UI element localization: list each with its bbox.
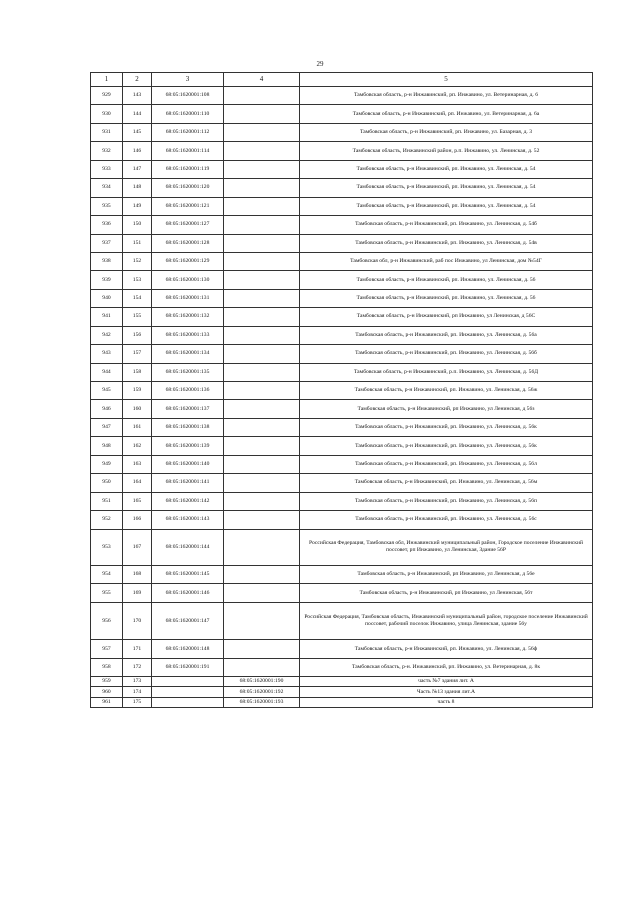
parent-cadastral-cell [224, 363, 300, 381]
parent-cadastral-cell [224, 179, 300, 197]
row-number-cell: 939 [91, 271, 123, 289]
parent-cadastral-cell [224, 640, 300, 658]
row-number-cell: 961 [91, 697, 123, 707]
address-cell: Тамбовская область, р-н Инжавинский, рп. Инжавино, ул. Базарная, д. 3 [300, 123, 593, 141]
cadastral-number-cell: 68:05:1620001:138 [152, 418, 224, 436]
table-row [91, 179, 593, 197]
item-number-cell: 145 [123, 123, 152, 141]
parent-cadastral-cell [224, 529, 300, 566]
row-number-cell: 957 [91, 640, 123, 658]
address-cell: Тамбовская область, р-н Инжавинский, рп. Инжавино, ул. Ленинская, д. 56к [300, 437, 593, 455]
parent-cadastral-cell: 68:05:1620001:190 [224, 677, 300, 687]
item-number-cell: 152 [123, 252, 152, 270]
cadastral-number-cell: 68:05:1620001:145 [152, 566, 224, 584]
table-row [91, 234, 593, 252]
table-row [91, 529, 593, 566]
address-cell: Часть №13 здания лит.А [300, 687, 593, 697]
row-number-cell: 958 [91, 658, 123, 676]
column-header: 3 [152, 73, 224, 87]
item-number-cell: 147 [123, 160, 152, 178]
row-number-cell: 947 [91, 418, 123, 436]
parent-cadastral-cell [224, 455, 300, 473]
cadastral-number-cell: 68:05:1620001:140 [152, 455, 224, 473]
cadastral-number-cell: 68:05:1620001:143 [152, 511, 224, 529]
cadastral-number-cell: 68:05:1620001:141 [152, 474, 224, 492]
parent-cadastral-cell [224, 252, 300, 270]
table-row [91, 271, 593, 289]
row-number-cell: 933 [91, 160, 123, 178]
row-number-cell: 938 [91, 252, 123, 270]
item-number-cell: 144 [123, 105, 152, 123]
table-row [91, 400, 593, 418]
address-cell: Тамбовская область, р-н Инжавинский, рп Инжавино, ул Ленинская, д 56С [300, 308, 593, 326]
address-cell: Российская Федерация, Тамбовская область, Инжавинский муниципальный район, городское поселение Инжавинский поссовет, рабочий поселок Инжавино, улица Ленинская, здание 56у [300, 602, 593, 640]
parent-cadastral-cell [224, 492, 300, 510]
table-row [91, 123, 593, 141]
table-row [91, 308, 593, 326]
table-row [91, 640, 593, 658]
cadastral-number-cell: 68:05:1620001:147 [152, 602, 224, 640]
address-cell: Тамбовская область, р-н Инжавинский, рп. Инжавино, ул. Ленинская, д. 56ж [300, 382, 593, 400]
cadastral-number-cell: 68:05:1620001:108 [152, 87, 224, 105]
item-number-cell: 165 [123, 492, 152, 510]
row-number-cell: 931 [91, 123, 123, 141]
column-header: 4 [224, 73, 300, 87]
cadastral-number-cell: 68:05:1620001:127 [152, 216, 224, 234]
parent-cadastral-cell [224, 345, 300, 363]
row-number-cell: 946 [91, 400, 123, 418]
address-cell: Тамбовская область, р-н Инжавинский, рп Инжавино, ул Ленинская, 56т [300, 584, 593, 602]
table-row [91, 142, 593, 160]
table-row [91, 382, 593, 400]
table-row [91, 437, 593, 455]
address-cell: Тамбовская область, р-н Инжавинский, рп. Инжавино, ул. Ветеринарная, д. 6 [300, 87, 593, 105]
item-number-cell: 146 [123, 142, 152, 160]
row-number-cell: 929 [91, 87, 123, 105]
row-number-cell: 954 [91, 566, 123, 584]
item-number-cell: 166 [123, 511, 152, 529]
table-row [91, 252, 593, 270]
table-body [91, 87, 593, 708]
table-row [91, 345, 593, 363]
item-number-cell: 168 [123, 566, 152, 584]
parent-cadastral-cell: 68:05:1620001:193 [224, 697, 300, 707]
table-row [91, 658, 593, 676]
item-number-cell: 148 [123, 179, 152, 197]
row-number-cell: 935 [91, 197, 123, 215]
row-number-cell: 934 [91, 179, 123, 197]
parent-cadastral-cell [224, 474, 300, 492]
parent-cadastral-cell [224, 289, 300, 307]
cadastral-number-cell: 68:05:1620001:132 [152, 308, 224, 326]
cadastral-number-cell: 68:05:1620001:112 [152, 123, 224, 141]
address-cell: часть 8 [300, 697, 593, 707]
row-number-cell: 937 [91, 234, 123, 252]
table-row [91, 677, 593, 687]
cadastral-number-cell: 68:05:1620001:131 [152, 289, 224, 307]
cadastral-number-cell: 68:05:1620001:142 [152, 492, 224, 510]
parent-cadastral-cell [224, 566, 300, 584]
item-number-cell: 160 [123, 400, 152, 418]
item-number-cell: 153 [123, 271, 152, 289]
address-cell: часть №7 здания лит. А [300, 677, 593, 687]
column-header: 2 [123, 73, 152, 87]
item-number-cell: 150 [123, 216, 152, 234]
table-row [91, 418, 593, 436]
cadastral-number-cell [152, 687, 224, 697]
address-cell: Тамбовская область, р-н Инжавинский, рп. Инжавино, ул. Ленинская, д. 56а [300, 326, 593, 344]
address-cell: Тамбовская область, р-н Инжавинский, рп. Инжавино, ул. Ленинская, д. 56м [300, 474, 593, 492]
address-cell: Тамбовская область, р-н Инжавинский, рп. Инжавино, ул. Ленинская, д. 56л [300, 455, 593, 473]
column-header: 5 [300, 73, 593, 87]
address-cell: Тамбовская область, р-н Инжавинский, рп. Инжавино, ул. Ленинская, д. 56ф [300, 640, 593, 658]
parent-cadastral-cell [224, 511, 300, 529]
address-cell: Тамбовская область, р-н Инжавинский, рп. Инжавино, ул. Ленинская, д. 56к [300, 418, 593, 436]
cadastral-number-cell: 68:05:1620001:135 [152, 363, 224, 381]
row-number-cell: 953 [91, 529, 123, 566]
parent-cadastral-cell [224, 400, 300, 418]
address-cell: Тамбовская область, р-н Инжавинский, рп. Инжавино, ул. Ленинская, д. 54 [300, 179, 593, 197]
cadastral-number-cell: 68:05:1620001:137 [152, 400, 224, 418]
parent-cadastral-cell [224, 418, 300, 436]
parent-cadastral-cell [224, 216, 300, 234]
address-cell: Тамбовская область, р-н. Инжавинский, рп. Инжавино, ул. Ветеринарная, д. 8к [300, 658, 593, 676]
row-number-cell: 949 [91, 455, 123, 473]
parent-cadastral-cell [224, 382, 300, 400]
address-cell: Российская Федерация, Тамбовская обл, Инжавинский муниципальный район, Городское поселение Инжавинский поссовет, рп Инжавино, ул Ленинская, Здание 56Р [300, 529, 593, 566]
item-number-cell: 157 [123, 345, 152, 363]
item-number-cell: 143 [123, 87, 152, 105]
parent-cadastral-cell [224, 142, 300, 160]
item-number-cell: 158 [123, 363, 152, 381]
item-number-cell: 164 [123, 474, 152, 492]
column-header: 1 [91, 73, 123, 87]
parent-cadastral-cell [224, 87, 300, 105]
cadastral-number-cell: 68:05:1620001:130 [152, 271, 224, 289]
row-number-cell: 943 [91, 345, 123, 363]
item-number-cell: 161 [123, 418, 152, 436]
parent-cadastral-cell [224, 105, 300, 123]
parent-cadastral-cell [224, 271, 300, 289]
table-row [91, 197, 593, 215]
cadastral-number-cell: 68:05:1620001:128 [152, 234, 224, 252]
registry-table [90, 72, 593, 708]
row-number-cell: 932 [91, 142, 123, 160]
item-number-cell: 154 [123, 289, 152, 307]
table-row [91, 363, 593, 381]
table-row [91, 160, 593, 178]
table-row [91, 566, 593, 584]
item-number-cell: 149 [123, 197, 152, 215]
cadastral-number-cell [152, 677, 224, 687]
item-number-cell: 162 [123, 437, 152, 455]
cadastral-number-cell: 68:05:1620001:139 [152, 437, 224, 455]
row-number-cell: 959 [91, 677, 123, 687]
item-number-cell: 156 [123, 326, 152, 344]
cadastral-number-cell: 68:05:1620001:133 [152, 326, 224, 344]
row-number-cell: 942 [91, 326, 123, 344]
table-row [91, 602, 593, 640]
address-cell: Тамбовская область, р-н Инжавинский, рп. Инжавино, ул. Ленинская, д. 56б [300, 345, 593, 363]
row-number-cell: 956 [91, 602, 123, 640]
cadastral-number-cell [152, 697, 224, 707]
table-row [91, 474, 593, 492]
item-number-cell: 175 [123, 697, 152, 707]
address-cell: Тамбовская область, р-н Инжавинский, рп. Инжавино, ул. Ленинская, д. 56 [300, 289, 593, 307]
address-cell: Тамбовская область, р-н Инжавинский, рп Инжавино, ул Ленинская, д 56з [300, 400, 593, 418]
item-number-cell: 151 [123, 234, 152, 252]
parent-cadastral-cell [224, 437, 300, 455]
cadastral-number-cell: 68:05:1620001:129 [152, 252, 224, 270]
table-row [91, 492, 593, 510]
item-number-cell: 174 [123, 687, 152, 697]
row-number-cell: 952 [91, 511, 123, 529]
address-cell: Тамбовская область, р-н Инжавинский, рп. Инжавино, ул. Ленинская, д. 56п [300, 492, 593, 510]
item-number-cell: 155 [123, 308, 152, 326]
row-number-cell: 960 [91, 687, 123, 697]
parent-cadastral-cell [224, 197, 300, 215]
parent-cadastral-cell [224, 160, 300, 178]
row-number-cell: 948 [91, 437, 123, 455]
cadastral-number-cell: 68:05:1620001:136 [152, 382, 224, 400]
item-number-cell: 171 [123, 640, 152, 658]
parent-cadastral-cell [224, 123, 300, 141]
row-number-cell: 950 [91, 474, 123, 492]
cadastral-number-cell: 68:05:1620001:191 [152, 658, 224, 676]
address-cell: Тамбовская область, р-н Инжавинский, рп. Инжавино, ул. Ленинская, д. 54в [300, 234, 593, 252]
cadastral-number-cell: 68:05:1620001:121 [152, 197, 224, 215]
parent-cadastral-cell [224, 308, 300, 326]
table-row [91, 511, 593, 529]
item-number-cell: 163 [123, 455, 152, 473]
item-number-cell: 159 [123, 382, 152, 400]
address-cell: Тамбовская область, Инжавинский район, р.п. Инжавино, ул. Ленинская, д. 52 [300, 142, 593, 160]
address-cell: Тамбовская область, р-н Инжавинский, рп. Инжавино, ул. Ветеринарная, д. 6а [300, 105, 593, 123]
cadastral-number-cell: 68:05:1620001:110 [152, 105, 224, 123]
parent-cadastral-cell [224, 602, 300, 640]
table-row [91, 584, 593, 602]
table-row [91, 216, 593, 234]
address-cell: Тамбовская область, р-н Инжавинский, рп. Инжавино, ул. Ленинская, д. 56 [300, 271, 593, 289]
cadastral-number-cell: 68:05:1620001:119 [152, 160, 224, 178]
item-number-cell: 172 [123, 658, 152, 676]
address-cell: Тамбовская область, р-н Инжавинский, рп Инжавино, ул Ленинская, д 56е [300, 566, 593, 584]
address-cell: Тамбовская область, р-н Инжавинский, рп. Инжавино, ул. Ленинская, д. 56с [300, 511, 593, 529]
parent-cadastral-cell [224, 658, 300, 676]
row-number-cell: 941 [91, 308, 123, 326]
item-number-cell: 170 [123, 602, 152, 640]
table-row [91, 105, 593, 123]
table-row [91, 687, 593, 697]
parent-cadastral-cell [224, 234, 300, 252]
cadastral-number-cell: 68:05:1620001:148 [152, 640, 224, 658]
row-number-cell: 945 [91, 382, 123, 400]
cadastral-number-cell: 68:05:1620001:144 [152, 529, 224, 566]
cadastral-number-cell: 68:05:1620001:114 [152, 142, 224, 160]
address-cell: Тамбовская область, р-н Инжавинский, рп. Инжавино, ул. Ленинская, д. 54 [300, 197, 593, 215]
table-row [91, 697, 593, 707]
address-cell: Тамбовская обл, р-н Инжавинский, раб пос Инжавино, ул Ленинская, дом №54Г [300, 252, 593, 270]
address-cell: Тамбовская область, р-н Инжавинский, рп. Инжавино, ул. Ленинская, д. 54 [300, 160, 593, 178]
table-row [91, 326, 593, 344]
cadastral-number-cell: 68:05:1620001:120 [152, 179, 224, 197]
table-row [91, 87, 593, 105]
parent-cadastral-cell: 68:05:1620001:192 [224, 687, 300, 697]
table-row [91, 289, 593, 307]
parent-cadastral-cell [224, 584, 300, 602]
page-number: 29 [316, 60, 324, 68]
address-cell: Тамбовская область, р-н Инжавинский, рп. Инжавино, ул. Ленинская, д. 54б [300, 216, 593, 234]
cadastral-number-cell: 68:05:1620001:134 [152, 345, 224, 363]
item-number-cell: 167 [123, 529, 152, 566]
row-number-cell: 951 [91, 492, 123, 510]
row-number-cell: 930 [91, 105, 123, 123]
row-number-cell: 936 [91, 216, 123, 234]
parent-cadastral-cell [224, 326, 300, 344]
table-row [91, 455, 593, 473]
row-number-cell: 940 [91, 289, 123, 307]
row-number-cell: 955 [91, 584, 123, 602]
cadastral-number-cell: 68:05:1620001:146 [152, 584, 224, 602]
row-number-cell: 944 [91, 363, 123, 381]
item-number-cell: 169 [123, 584, 152, 602]
header-row [91, 73, 593, 87]
address-cell: Тамбовская область, р-н Инжавинский, р.п. Инжавино, ул. Ленинская, д. 56Д [300, 363, 593, 381]
item-number-cell: 173 [123, 677, 152, 687]
